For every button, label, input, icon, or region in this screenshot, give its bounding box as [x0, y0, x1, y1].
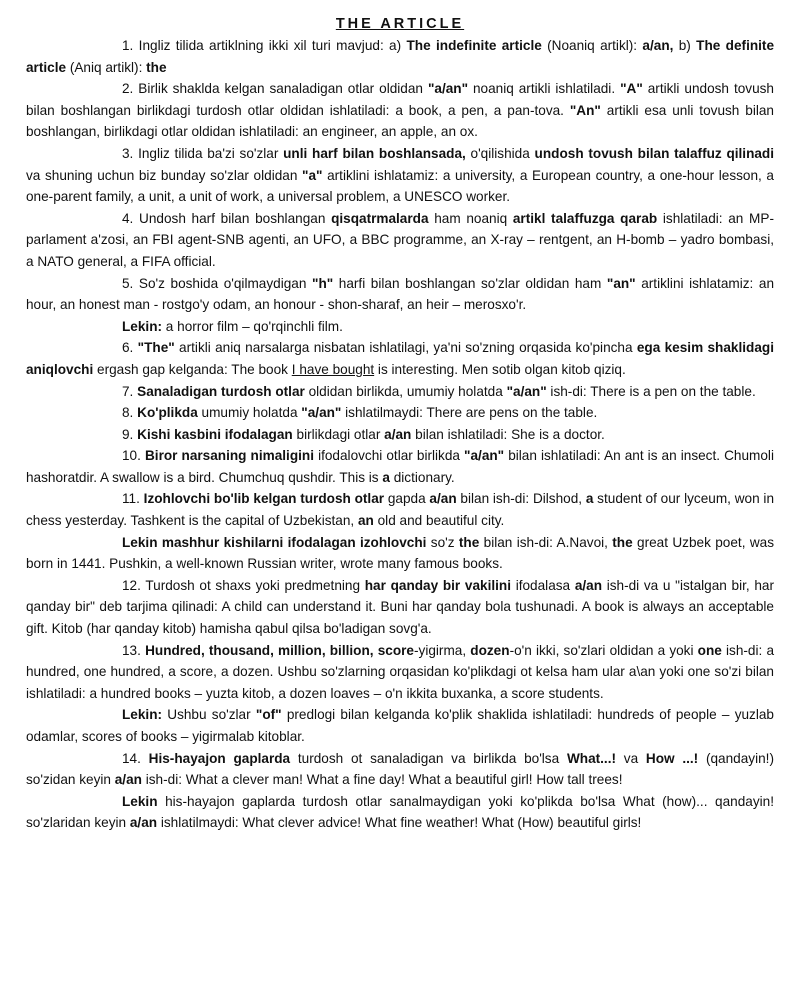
paragraph: [26, 424, 774, 446]
text-run: 9.: [122, 426, 138, 442]
paragraph: [26, 640, 774, 705]
bold-text: an: [357, 513, 374, 529]
bold-text: Biror narsaning nimaligini: [144, 448, 314, 464]
bold-text: Hundred, thousand, million, billion, score: [145, 642, 414, 658]
text-run: 13.: [122, 642, 146, 658]
text-run: 5. So'z boshida o'qilmaydigan: [122, 275, 312, 291]
text-run: so'z: [426, 534, 459, 550]
bold-text: Lekin:: [122, 707, 163, 723]
text-run: 6.: [122, 340, 138, 356]
bold-text: har qanday bir vakilini: [364, 577, 512, 593]
text-run: 3. Ingliz tilida ba'zi so'zlar: [122, 145, 284, 161]
text-run: 14.: [122, 750, 149, 766]
text-run: umumiy holatda: [197, 405, 302, 421]
document-body: [26, 35, 774, 834]
bold-text: "a/an": [301, 405, 342, 421]
text-run: a horror film – qo'rqinchli film.: [162, 318, 343, 334]
paragraph: [26, 488, 774, 531]
bold-text: a/an: [429, 491, 457, 507]
bold-text: "of": [255, 707, 282, 723]
bold-text: Sanaladigan turdosh otlar: [137, 383, 305, 399]
text-run: (qandayin!) so'zidan keyin: [26, 750, 774, 788]
underlined-text: I have bought: [291, 361, 375, 377]
text-run: ishlatilmaydi: What clever advice! What fine weather! What (How) beautiful girls!: [157, 815, 642, 831]
text-run: 1. Ingliz tilida artiklning ikki xil turi mavjud: a): [122, 38, 407, 53]
bold-text: the: [458, 534, 480, 550]
text-run: 11.: [122, 491, 144, 507]
text-run: ham noaniq: [428, 210, 513, 226]
paragraph: [26, 445, 774, 488]
bold-text: "a/an": [427, 81, 469, 97]
paragraph: [26, 791, 774, 834]
text-run: 7.: [122, 383, 138, 399]
text-run: artikli undosh tovush bilan boshlangan birlikdagi turdosh otlar oldidan ishlatiladi: a book, a pen, a pan-tova.: [26, 81, 774, 118]
paragraph: [26, 208, 774, 273]
bold-text: artikl talaffuzga qarab: [512, 210, 658, 226]
bold-text: a/an: [384, 426, 412, 442]
bold-text: Lekin: [122, 793, 158, 809]
text-run: dictionary.: [389, 469, 455, 485]
paragraph: [26, 575, 774, 640]
bold-text: "an": [606, 275, 636, 291]
text-run: Ushbu so'zlar: [162, 707, 256, 723]
text-run: 2. Birlik shaklda kelgan sanaladigan otlar oldidan: [122, 81, 428, 97]
text-run: 12. Turdosh ot shaxs yoki predmetning: [122, 577, 365, 593]
text-run: his-hayajon gaplarda turdosh otlar sanalmaydigan yoki ko'plikda bo'lsa What (how)... qandayin! so'zlaridan keyin: [26, 793, 774, 831]
paragraph: [26, 748, 774, 791]
paragraph: [26, 704, 774, 747]
paragraph: [26, 78, 774, 143]
text-run: ish-di va u "istalgan bir, har qanday bir" deb tarjima qilinadi: A child can understand it. Buni har qanday bola tushunadi. A book is always an acceptable gift. Kitob (har qanday kitob) hamisha qabul qilsa bo'ladigan sovg'a.: [26, 577, 774, 637]
bold-text: The indefinite article: [406, 38, 542, 53]
paragraph: [26, 532, 774, 575]
text-run: harfi bilan boshlangan so'zlar oldidan ham: [333, 275, 607, 291]
text-run: ishlatilmaydi: There are pens on the table.: [341, 405, 598, 421]
text-run: ergash gap kelganda: The book: [93, 361, 292, 377]
text-run: artiklini ishlatamiz: an hour, an honest man - rostgo'y odam, an honour - shon-sharaf, an heir – merosxo'r.: [26, 275, 775, 313]
text-run: ish-di: What a clever man! What a fine day! What a beautiful girl! How tall trees!: [141, 772, 623, 788]
bold-text: the: [612, 534, 633, 550]
bold-text: undosh tovush bilan talaffuz qilinadi: [534, 145, 775, 161]
bold-text: a/an,: [642, 38, 674, 53]
text-run: (Aniq artikl):: [66, 59, 147, 75]
text-run: turdosh ot sanaladigan va birlikda bo'lsa: [290, 750, 567, 766]
text-run: ish-di: a hundred, one hundred, a score, a dozen. Ushbu so'zlarning orqasidan ko'plikdagi ot kelsa ham ular a\an yoki one so'zi bilan ishlatiladi: a hundred books – yuzta kitob, a dozen loaves – o'n ikkita buxanka, a score students.: [26, 642, 774, 701]
text-run: bilan ishlatiladi: An ant is an insect. Chumoli hashoratdir. A swallow is a bird. Chumchuq qushdir. This is: [26, 448, 774, 485]
bold-text: His-hayajon gaplarda: [148, 750, 291, 766]
text-run: is interesting. Men sotib olgan kitob qiziq.: [374, 361, 626, 377]
text-run: 4. Undosh harf bilan boshlangan: [122, 210, 332, 226]
bold-text: a: [382, 469, 390, 485]
bold-text: "a/an": [506, 383, 547, 399]
text-run: va shuning uchun biz bunday so'zlar oldidan: [26, 167, 303, 183]
bold-text: dozen: [470, 642, 510, 658]
text-run: -yigirma,: [414, 642, 471, 658]
bold-text: a/an: [114, 772, 142, 788]
bold-text: a/an: [129, 815, 158, 831]
text-run: 8.: [122, 405, 138, 421]
text-run: 10.: [122, 448, 145, 464]
bold-text: How ...!: [645, 750, 699, 766]
text-run: bilan ish-di: Dilshod,: [456, 491, 586, 507]
text-run: old and beautiful city.: [373, 513, 505, 529]
bold-text: Kishi kasbini ifodalagan: [137, 426, 293, 442]
text-run: ifodalovchi otlar birlikda: [314, 448, 465, 464]
text-run: predlogi bilan kelganda ko'plik shaklida ishlatiladi: hundreds of people – yuzlab odamlar, scores of books – yigirmalab kitoblar.: [26, 707, 774, 744]
text-run: -o'n ikki, so'zlari oldidan a yoki: [509, 642, 698, 658]
bold-text: Lekin mashhur kishilarni ifodalagan izohlovchi: [122, 534, 427, 550]
bold-text: a/an: [574, 577, 603, 593]
bold-text: qisqatrmalarda: [331, 210, 429, 226]
paragraph: [26, 143, 774, 208]
text-run: bilan ishlatiladi: She is a doctor.: [411, 426, 605, 442]
text-run: noaniq artikli ishlatiladi.: [468, 81, 621, 97]
paragraph: [26, 273, 774, 316]
bold-text: "a": [302, 167, 323, 183]
paragraph: [26, 402, 774, 424]
text-run: artiklini ishlatamiz: a university, a European country, a one-hour lesson, a one-parent family, a unit, a unit of work, a universal problem, a UNESCO worker.: [26, 167, 774, 205]
bold-text: The definite article: [26, 38, 775, 75]
bold-text: "An": [569, 102, 601, 118]
text-run: bilan ish-di: A.Navoi,: [479, 534, 613, 550]
bold-text: Izohlovchi bo'lib kelgan turdosh otlar: [143, 491, 385, 507]
bold-text: "a/an": [464, 448, 505, 464]
text-run: birlikdagi otlar: [292, 426, 385, 442]
bold-text: unli harf bilan boshlansada,: [283, 145, 466, 161]
text-run: o'qilishida: [465, 145, 535, 161]
bold-text: a: [585, 491, 594, 507]
bold-text: "A": [620, 81, 643, 97]
bold-text: Ko'plikda: [137, 405, 198, 421]
paragraph: [26, 337, 774, 380]
text-run: great Uzbek poet, was born in 1441. Pushkin, a well-known Russian writer, wrote many famous books.: [26, 534, 774, 572]
text-run: artikli esa unli tovush bilan boshlangan, birlikdagi otlar oldidan ishlatiladi: an engineer, an apple, an ox.: [26, 102, 774, 140]
text-run: artikli aniq narsalarga nisbatan ishlatilagi, ya'ni so'zning orqasida ko'pincha: [174, 340, 637, 356]
text-run: student of our lyceum, won in chess yesterday. Tashkent is the capital of Uzbekistan,: [26, 491, 775, 529]
bold-text: one: [697, 642, 722, 658]
bold-text: the: [146, 59, 167, 75]
text-run: b): [673, 38, 697, 53]
text-run: ishlatiladi: an MP-parlament a'zosi, an FBI agent-SNB agenti, an UFO, a BBC programme, an X-ray – rentgent, an H-bomb – yadro bombasi, a NATO general, a FIFA official.: [26, 210, 774, 269]
text-run: (Noaniq artikl):: [541, 38, 643, 53]
bold-text: What...!: [566, 750, 617, 766]
bold-text: "The": [137, 340, 175, 356]
text-run: oldidan birlikda, umumiy holatda: [304, 383, 507, 399]
text-run: ish-di: There is a pen on the table.: [546, 383, 756, 399]
text-run: ifodalasa: [511, 577, 575, 593]
text-run: gapda: [384, 491, 430, 507]
document-title: THE ARTICLE: [335, 16, 465, 32]
bold-text: Lekin:: [122, 318, 163, 334]
paragraph: [26, 381, 774, 403]
bold-text: "h": [312, 275, 334, 291]
text-run: va: [616, 750, 646, 766]
paragraph: [26, 316, 774, 338]
bold-text: ega kesim shaklidagi aniqlovchi: [26, 340, 774, 377]
paragraph: [26, 35, 774, 78]
